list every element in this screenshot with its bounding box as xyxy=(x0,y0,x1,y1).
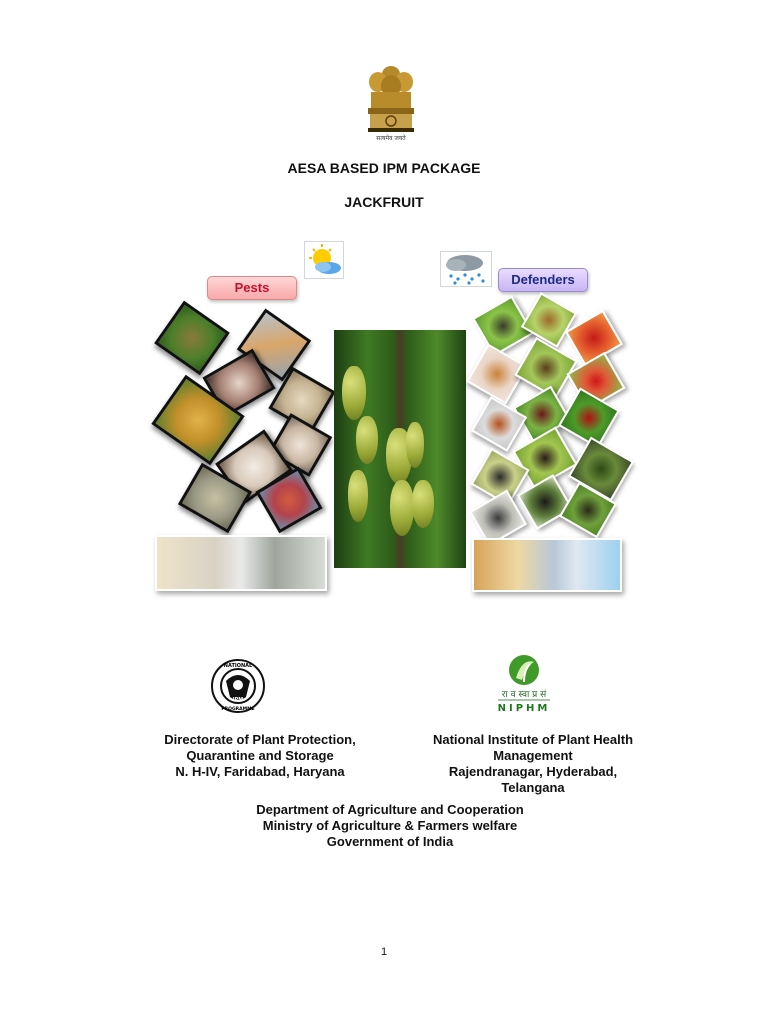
ipm-center-text: IPM xyxy=(232,697,244,703)
niphm-logo-icon xyxy=(492,652,556,716)
ipm-ring-bottom-text: PROGRAMME xyxy=(221,707,255,712)
emblem-caption: सत्यमेव जयते xyxy=(376,135,406,142)
ipm-ring-top-text: NATIONAL xyxy=(223,663,253,669)
jackfruit-fruit xyxy=(412,480,434,528)
address-line: N. H-IV, Faridabad, Haryana xyxy=(175,764,345,779)
national-emblem-icon xyxy=(362,62,420,142)
address-line: Rajendranagar, Hyderabad, xyxy=(448,764,618,779)
sun-cloud-icon xyxy=(304,241,344,279)
address-line: National Institute of Plant Health xyxy=(432,732,634,747)
address-line: Telangana xyxy=(501,780,565,795)
govt-line: Government of India xyxy=(326,834,454,849)
defender-micrograph-strip xyxy=(472,538,622,592)
govt-line: Department of Agriculture and Cooperation xyxy=(256,802,524,817)
jackfruit-photo xyxy=(334,330,466,568)
ipm-programme-logo-icon xyxy=(210,657,266,715)
jackfruit-fruit xyxy=(390,480,414,536)
niphm-text: NIPHM xyxy=(497,703,551,714)
jackfruit-fruit xyxy=(348,470,368,522)
jackfruit-fruit xyxy=(342,366,366,420)
government-block xyxy=(150,802,630,850)
pests-label: Pests xyxy=(207,276,297,300)
niphm-hindi-text: रा व स्वा प्र सं xyxy=(501,690,547,700)
rain-cloud-icon xyxy=(440,251,492,287)
address-line: Management xyxy=(493,748,573,763)
pest-micrograph-strip xyxy=(155,535,327,591)
govt-line: Ministry of Agriculture & Farmers welfare xyxy=(262,818,518,833)
crop-title: JACKFRUIT xyxy=(344,194,424,210)
pest-photo xyxy=(154,301,230,376)
jackfruit-fruit xyxy=(356,416,378,464)
defenders-label: Defenders xyxy=(498,268,588,292)
address-line: Quarantine and Storage xyxy=(186,748,334,763)
niphm-address xyxy=(404,732,662,796)
jackfruit-fruit xyxy=(406,422,424,468)
page-number: 1 xyxy=(380,946,388,958)
document-title: AESA BASED IPM PACKAGE xyxy=(287,160,481,176)
address-line: Directorate of Plant Protection, xyxy=(164,732,356,747)
dppqs-address xyxy=(130,732,390,780)
